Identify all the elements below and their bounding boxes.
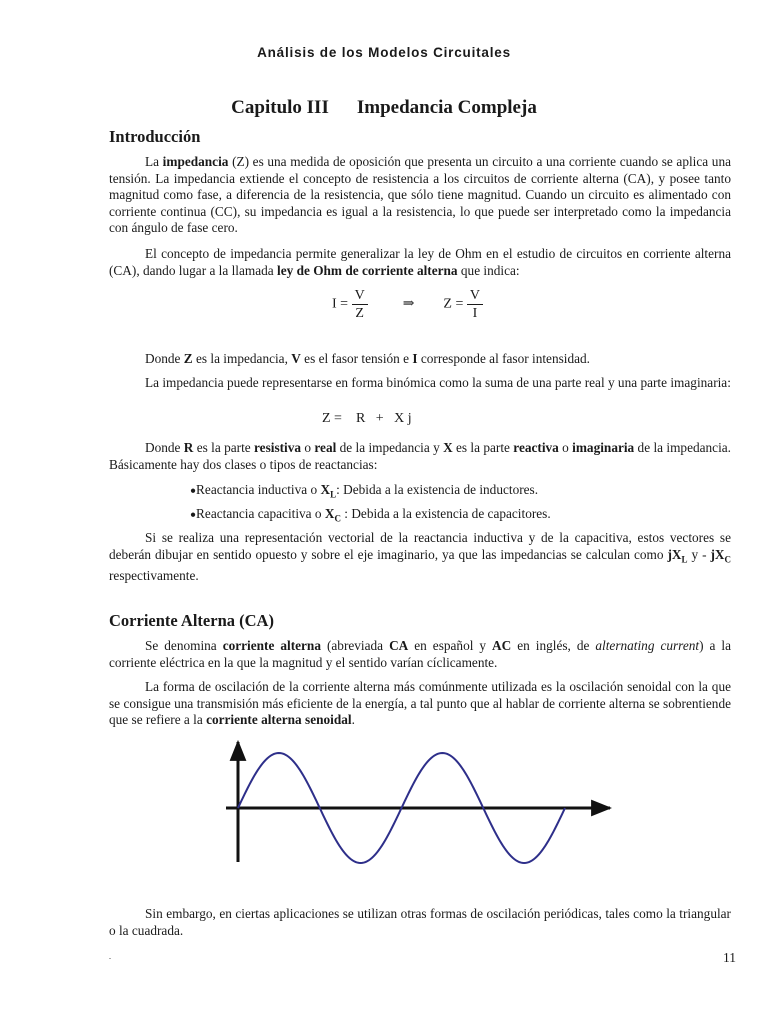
section-heading-corriente-alterna: Corriente Alterna (CA): [109, 611, 274, 630]
paragraph-donde-r: Donde R es la parte resistiva o real de la impedancia y X es la parte reactiva o imaginaria de la impedancia. Básicamente hay dos clases o tipos de reactancias:: [109, 440, 731, 472]
chapter-number: Capitulo III: [231, 97, 329, 118]
running-header: Análisis de los Modelos Circuitales: [257, 45, 511, 60]
paragraph-ca-definition: Se denomina corriente alterna (abreviada CA en español y AC en inglés, de alternating current) a la corriente eléctrica en la que la magnitud y el sentido varían cíclicamente.: [109, 638, 731, 670]
sine-wave-figure: [220, 738, 620, 866]
paragraph-vectorial: Si se realiza una representación vectorial de la reactancia inductiva y de la capacitiva, estos vectores se deberán dibujar en sentido opuesto y sobre el eje imaginario, ya que las impedancias se calculan como $jX_L$ y - $jX_C$ respectivamente.: [109, 530, 731, 583]
paragraph-binomic-form: La impedancia puede representarse en forma binómica como la suma de una parte real y una parte imaginaria:: [145, 375, 731, 390]
binomic-formula: Z = R + X j: [322, 411, 412, 426]
chapter-name: Impedancia Compleja: [356, 97, 537, 118]
ohm-law-formula: I = $\frac{V}{Z}$ ⇒ Z = $\frac{V}{I}$: [332, 287, 483, 322]
paragraph-senoidal: La forma de oscilación de la corriente alterna más comúnmente utilizada es la oscilación senoidal con la que se consigue una transmisión más eficiente de la energía, a tal punto que al hablar de corriente alterna se sobrentiende que se refiere a la corriente alterna senoidal.: [109, 679, 731, 728]
paragraph-donde-z: Donde Z es la impedancia, V es el fasor tensión e I corresponde al fasor intensidad.: [145, 351, 590, 366]
paragraph-ohm-law-intro: El concepto de impedancia permite generalizar la ley de Ohm en el estudio de circuitos en corriente alterna (CA), dando lugar a la llamada ley de Ohm de corriente alterna que indica:: [109, 246, 731, 278]
bullet-reactancia-inductiva: ●Reactancia inductiva o $X_L$: Debida a la existencia de inductores.: [190, 482, 539, 500]
paragraph-impedancia-definition: La impedancia (Z) es una medida de oposición que presenta un circuito a una corriente cuando se aplica una tensión. La impedancia extiende el concepto de resistencia a los circuitos de corriente alterna (CA), y posee tanto magnitud como fase, a diferencia de la resistencia, que sólo tiene magnitud. Cuando un circuito es alimentado con corriente continua (CC), su impedancia es igual a la resistencia, lo que puede ser interpretado como la impedancia con ángulo de fase cero.: [109, 154, 732, 236]
implies-arrow: ⇒: [402, 296, 415, 312]
bullet-reactancia-capacitiva: ●Reactancia capacitiva o $X_C$ : Debida a la existencia de capacitores.: [190, 506, 551, 524]
page-number: 11: [723, 950, 736, 965]
section-heading-introduccion: Introducción: [109, 127, 201, 146]
footer-mark: .: [109, 952, 111, 961]
paragraph-other-waveforms: Sin embargo, en ciertas aplicaciones se utilizan otras formas de oscilación periódicas, tales como la triangular o la cuadrada.: [109, 906, 731, 938]
chapter-title: [0, 97, 768, 119]
